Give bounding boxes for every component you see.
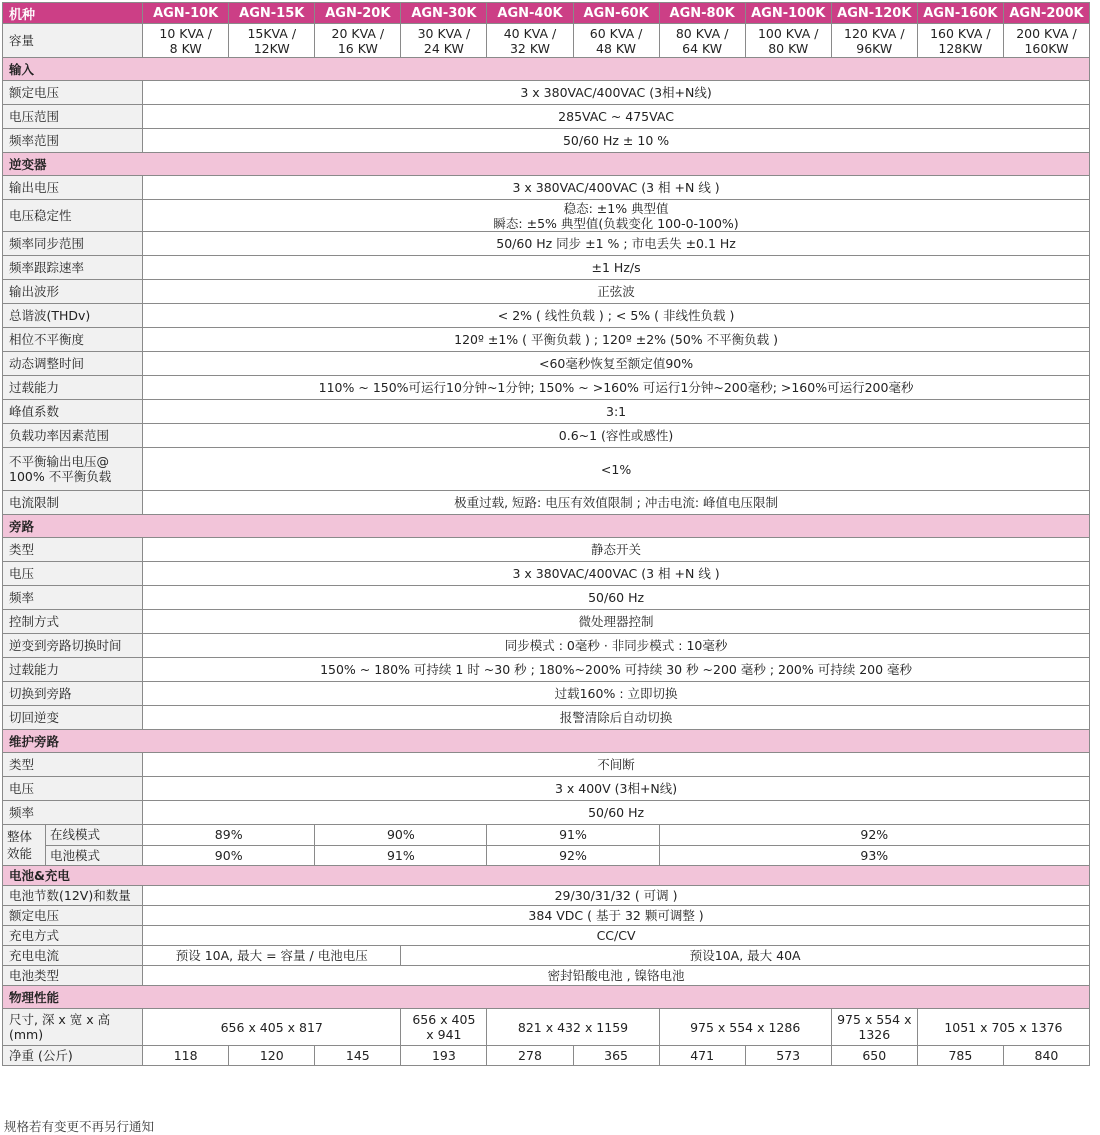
spec-row: 电池节数(12V)和数量 29/30/31/32 ( 可调 ): [3, 886, 1090, 906]
spec-row: 电压范围 285VAC ~ 475VAC: [3, 105, 1090, 129]
efficiency-online-value: 90%: [315, 825, 487, 846]
efficiency-battery-row: [3, 845, 1090, 866]
weight-row: 净重 (公斤) 118 120 145 193 278 365 471 573 650 785 840: [3, 1046, 1090, 1066]
spec-row: 类型 静态开关: [3, 538, 1090, 562]
spec-row: 逆变到旁路切换时间 同步模式 : 0毫秒 · 非同步模式 : 10毫秒: [3, 634, 1090, 658]
spec-row: 切回逆变 报警清除后自动切换: [3, 706, 1090, 730]
weight-cell: 118: [143, 1046, 229, 1066]
spec-row: 类型 不间断: [3, 753, 1090, 777]
spec-row: 电压稳定性 稳态: ±1% 典型值 瞬态: ±5% 典型值(负载变化 100-0-100%): [3, 200, 1090, 232]
weight-cell: 573: [745, 1046, 831, 1066]
dimension-cell: 656 x 405 x 941: [401, 1009, 487, 1046]
spec-row: 电池类型 密封铅酸电池 , 镍铬电池: [3, 966, 1090, 986]
capacity-row: [3, 24, 1090, 58]
model-name: AGN-200K: [1003, 3, 1089, 24]
weight-cell: 785: [917, 1046, 1003, 1066]
model-name: AGN-120K: [831, 3, 917, 24]
capacity-cell: 200 KVA / 160KW: [1003, 24, 1089, 58]
model-name: AGN-100K: [745, 3, 831, 24]
dimension-cell: 821 x 432 x 1159: [487, 1009, 659, 1046]
section-physical: 物理性能: [3, 986, 1090, 1009]
spec-row: 负载功率因素范围 0.6~1 (容性或感性): [3, 424, 1090, 448]
model-name: AGN-20K: [315, 3, 401, 24]
weight-cell: 278: [487, 1046, 573, 1066]
efficiency-battery-label: 电池模式: [50, 847, 101, 863]
efficiency-online-value: 91%: [487, 825, 659, 846]
capacity-cell: 15KVA / 12KW: [229, 24, 315, 58]
spec-row: 动态调整时间 <60毫秒恢复至额定值90%: [3, 352, 1090, 376]
dimension-cell: 1051 x 705 x 1376: [917, 1009, 1089, 1046]
spec-row: 频率 50/60 Hz: [3, 586, 1090, 610]
model-name: AGN-30K: [401, 3, 487, 24]
spec-row: 过载能力 150% ~ 180% 可持续 1 时 ~30 秒 ; 180%~200% 可持续 30 秒 ~200 毫秒 ; 200% 可持续 200 毫秒: [3, 658, 1090, 682]
model-name: AGN-40K: [487, 3, 573, 24]
spec-row: 切换到旁路 过载160% : 立即切换: [3, 682, 1090, 706]
weight-cell: 650: [831, 1046, 917, 1066]
dimension-cell: 975 x 554 x 1326: [831, 1009, 917, 1046]
capacity-cell: 10 KVA / 8 KW: [143, 24, 229, 58]
spec-row: 频率范围 50/60 Hz ± 10 %: [3, 129, 1090, 153]
section-maintenance-bypass: 维护旁路: [3, 730, 1090, 753]
model-header-row: [3, 3, 1090, 24]
spec-row: 电压 3 x 400V (3相+N线): [3, 777, 1090, 801]
spec-row: 电压 3 x 380VAC/400VAC (3 相 +N 线 ): [3, 562, 1090, 586]
section-input: 输入: [3, 58, 1090, 81]
section-bypass: 旁路: [3, 515, 1090, 538]
spec-row: 输出波形 正弦波: [3, 280, 1090, 304]
spec-row: 电流限制 极重过载, 短路: 电压有效值限制 ; 冲击电流: 峰值电压限制: [3, 491, 1090, 515]
footnote: 规格若有变更不再另行通知: [4, 1119, 155, 1134]
model-label: 机种: [3, 3, 143, 24]
efficiency-online-label: 在线模式: [46, 825, 142, 846]
capacity-cell: 60 KVA / 48 KW: [573, 24, 659, 58]
spec-row: 充电方式 CC/CV: [3, 926, 1090, 946]
spec-table: [2, 2, 1090, 1066]
efficiency-battery-value: 92%: [487, 845, 659, 866]
efficiency-online-row: [3, 825, 1090, 846]
capacity-cell: 100 KVA / 80 KW: [745, 24, 831, 58]
spec-row: 频率跟踪速率 ±1 Hz/s: [3, 256, 1090, 280]
spec-row: 充电电流 预设 10A, 最大 = 容量 / 电池电压 预设10A, 最大 40A: [3, 946, 1090, 966]
weight-cell: 120: [229, 1046, 315, 1066]
spec-row: 控制方式 微处理器控制: [3, 610, 1090, 634]
capacity-cell: 80 KVA / 64 KW: [659, 24, 745, 58]
capacity-label: 容量: [3, 24, 143, 58]
section-inverter: 逆变器: [3, 153, 1090, 176]
model-name: AGN-60K: [573, 3, 659, 24]
spec-row: 相位不平衡度 120º ±1% ( 平衡负载 ) ; 120º ±2% (50% 不平衡负载 ): [3, 328, 1090, 352]
efficiency-battery-value: 90%: [143, 845, 315, 866]
weight-cell: 193: [401, 1046, 487, 1066]
weight-cell: 145: [315, 1046, 401, 1066]
spec-row: 峰值系数 3:1: [3, 400, 1090, 424]
efficiency-online-value: 89%: [143, 825, 315, 846]
model-name: AGN-15K: [229, 3, 315, 24]
capacity-cell: 30 KVA / 24 KW: [401, 24, 487, 58]
spec-row: 总谐波(THDv) < 2% ( 线性负载 ) ; < 5% ( 非线性负载 ): [3, 304, 1090, 328]
efficiency-battery-value: 91%: [315, 845, 487, 866]
spec-row: 不平衡输出电压@ 100% 不平衡负载 <1%: [3, 448, 1090, 491]
spec-row: 频率同步范围 50/60 Hz 同步 ±1 % ; 市电丢失 ±0.1 Hz: [3, 232, 1090, 256]
efficiency-label: 整体 效能 在线模式 电池模式: [3, 825, 143, 866]
capacity-cell: 20 KVA / 16 KW: [315, 24, 401, 58]
capacity-cell: 40 KVA / 32 KW: [487, 24, 573, 58]
spec-row: 过载能力 110% ~ 150%可运行10分钟~1分钟; 150% ~ >160% 可运行1分钟~200毫秒; >160%可运行200毫秒: [3, 376, 1090, 400]
dimension-cell: 656 x 405 x 817: [143, 1009, 401, 1046]
spec-row: 额定电压 3 x 380VAC/400VAC (3相+N线): [3, 81, 1090, 105]
efficiency-online-value: 92%: [659, 825, 1089, 846]
model-name: AGN-10K: [143, 3, 229, 24]
capacity-cell: 120 KVA / 96KW: [831, 24, 917, 58]
spec-row: 输出电压 3 x 380VAC/400VAC (3 相 +N 线 ): [3, 176, 1090, 200]
section-battery: 电池&充电: [3, 866, 1090, 886]
efficiency-battery-value: 93%: [659, 845, 1089, 866]
spec-row: 额定电压 384 VDC ( 基于 32 颗可调整 ): [3, 906, 1090, 926]
weight-cell: 840: [1003, 1046, 1089, 1066]
spec-row: 频率 50/60 Hz: [3, 801, 1090, 825]
weight-cell: 471: [659, 1046, 745, 1066]
capacity-cell: 160 KVA / 128KW: [917, 24, 1003, 58]
dimensions-row: 尺寸, 深 x 宽 x 高(mm) 656 x 405 x 817 656 x 405 x 941 821 x 432 x 1159 975 x 554 x 1286 975 x 554 x 1326 1051 x 705 x 1376: [3, 1009, 1090, 1046]
model-name: AGN-160K: [917, 3, 1003, 24]
model-name: AGN-80K: [659, 3, 745, 24]
dimension-cell: 975 x 554 x 1286: [659, 1009, 831, 1046]
weight-cell: 365: [573, 1046, 659, 1066]
